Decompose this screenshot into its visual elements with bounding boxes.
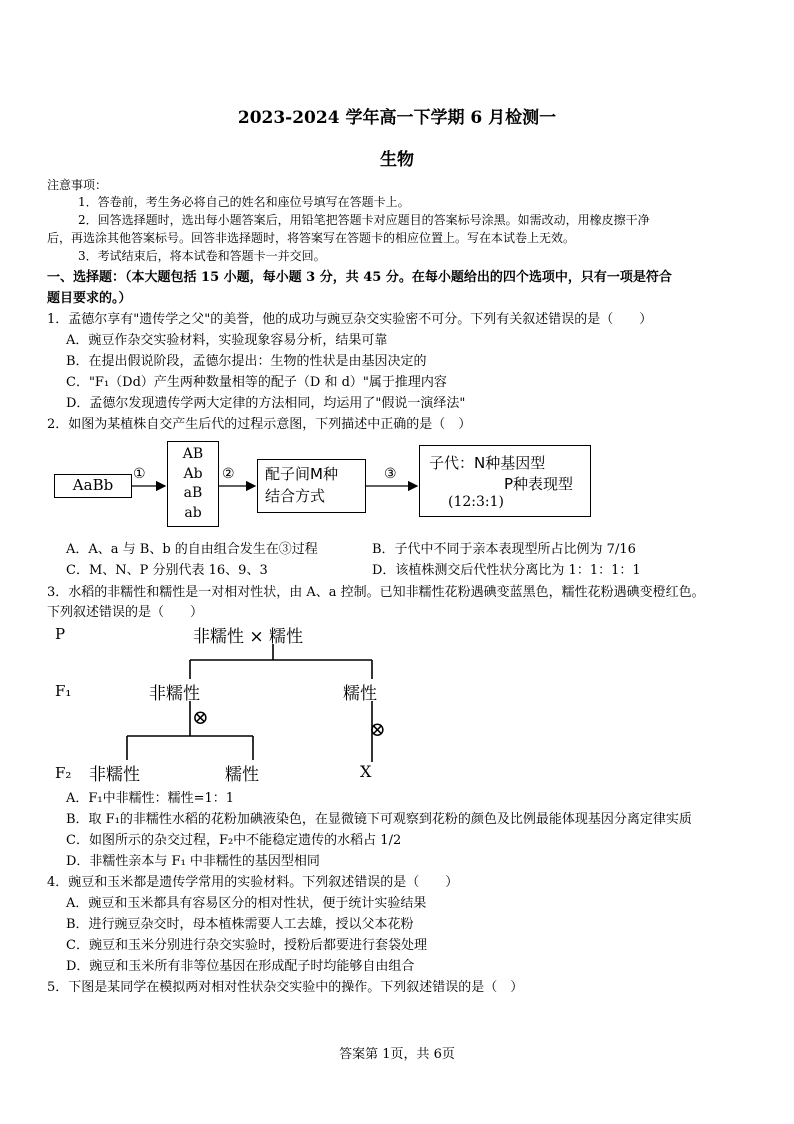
combine-text-line1: 配子间M种 <box>265 465 338 483</box>
f2-non-glutinous: 非糯性 <box>89 765 140 785</box>
f1-non-glutinous: 非糯性 <box>149 684 200 704</box>
generation-p-label: P <box>55 625 66 643</box>
parent-genotype: AaBb <box>72 476 114 494</box>
q3-stem-line1: 3．水稻的非糯性和糯性是一对相对性状，由 A、a 控制。已知非糯性花粉遇碘变蓝黑色，糯性花粉遇碘变橙红色。 <box>47 585 705 600</box>
notes-heading: 注意事项： <box>47 178 108 192</box>
q1-option-c: C．"F₁（Dd）产生两种数量相等的配子（D 和 d）"属于推理内容 <box>66 375 447 390</box>
step-2-label: ② <box>222 466 235 482</box>
gamete-ab-lower: ab <box>184 504 202 521</box>
step-1-label: ① <box>133 466 146 482</box>
q5-stem: 5．下图是某同学在模拟两对相对性状杂交实验中的操作。下列叙述错误的是（ ） <box>47 980 524 995</box>
q3-option-b: B．取 F₁的非糯性水稻的花粉加碘液染色，在显微镜下可观察到花粉的颜色及比例最能体现基因分离定律实质 <box>66 812 692 827</box>
q2-stem: 2．如图为某植株自交产生后代的过程示意图，下列描述中正确的是（ ） <box>47 417 472 432</box>
f1-glutinous: 糯性 <box>343 684 377 704</box>
f2-glutinous: 糯性 <box>225 765 259 785</box>
parental-cross: 非糯性 × 糯性 <box>193 627 304 647</box>
note-2-cont: 后，再选涂其他答案标号。回答非选择题时，将答案写在答题卡的相应位置上。写在本试卷上无效。 <box>47 231 576 245</box>
f2-unknown-x: X <box>360 762 372 781</box>
q2-option-c: C．M、N、P 分别代表 16、9、3 <box>66 563 268 578</box>
q4-option-b: B．进行豌豆杂交时，母本植株需要人工去雄，授以父本花粉 <box>66 917 414 932</box>
q1-stem: 1．孟德尔享有"遗传学之父"的美誉，他的成功与豌豆杂交实验密不可分。下列有关叙述错误的是（ ） <box>47 312 653 327</box>
q2-option-d: D．该植株测交后代性状分离比为 1：1：1：1 <box>372 563 641 578</box>
q4-stem: 4．豌豆和玉米都是遗传学常用的实验材料。下列叙述错误的是（ ） <box>47 875 459 890</box>
generation-f1-label: F₁ <box>55 682 72 700</box>
q4-option-d: D．豌豆和玉米所有非等位基因在形成配子时均能够自由组合 <box>66 959 415 974</box>
q1-option-b: B．在提出假说阶段，孟德尔提出：生物的性状是由基因决定的 <box>66 354 427 369</box>
note-1: 1．答卷前，考生务必将自己的姓名和座位号填写在答题卡上。 <box>78 195 410 209</box>
q3-stem-line2: 下列叙述错误的是（ ） <box>47 605 204 620</box>
generation-f2-label: F₂ <box>55 764 72 782</box>
section-heading-line1: 一、选择题：（本大题包括 15 小题，每小题 3 分，共 45 分。在每小题给出的四个选项中，只有一项是符合 <box>47 270 672 285</box>
q4-option-a: A．豌豆和玉米都具有容易区分的相对性状，便于统计实验结果 <box>66 896 427 911</box>
q3-option-a: A．F₁中非糯性：糯性=1：1 <box>66 791 235 806</box>
page-footer: 答案第 1页，共 6页 <box>339 1047 455 1062</box>
q1-option-d: D．孟德尔发现遗传学两大定律的方法相同，均运用了"假说一演绎法" <box>66 396 466 411</box>
self-cross-icon-right: ⊗ <box>369 717 386 741</box>
q2-option-a: A．A、a 与 B、b 的自由组合发生在③过程 <box>66 542 318 557</box>
q1-option-a: A．豌豆作杂交实验材料，实验现象容易分析，结果可靠 <box>66 333 388 348</box>
offspring-genotypes: 子代：N种基因型 <box>429 454 546 472</box>
gamete-ab-upper: AB <box>182 446 204 462</box>
note-3: 3．考试结束后，将本试卷和答题卡一并交回。 <box>78 249 326 263</box>
q3-option-d: D．非糯性亲本与 F₁ 中非糯性的基因型相同 <box>66 854 320 869</box>
subject-title: 生物 <box>380 150 414 170</box>
combine-text-line2: 结合方式 <box>265 487 326 505</box>
gamete-ab-mixed: Ab <box>183 465 203 482</box>
q4-option-c: C．豌豆和玉米分别进行杂交实验时，授粉后都要进行套袋处理 <box>66 938 427 953</box>
gamete-ab-lower-upper: aB <box>183 485 203 501</box>
offspring-phenotypes: P种表现型 <box>504 475 574 493</box>
exam-title: 2023-2024 学年高一下学期 6 月检测一 <box>237 108 557 128</box>
offspring-ratio: (12:3:1) <box>448 494 504 510</box>
step-3-label: ③ <box>384 466 397 482</box>
section-heading-line2: 题目要求的。） <box>47 291 132 306</box>
note-2: 2．回答选择题时，选出每小题答案后，用铅笔把答题卡对应题目的答案标号涂黑。如需改动，用橡皮擦干净 <box>78 213 650 227</box>
self-cross-icon-left: ⊗ <box>192 705 209 729</box>
q3-option-c: C．如图所示的杂交过程，F₂中不能稳定遗传的水稻占 1/2 <box>66 833 402 848</box>
q2-option-b: B．子代中不同于亲本表现型所占比例为 7/16 <box>372 542 636 557</box>
